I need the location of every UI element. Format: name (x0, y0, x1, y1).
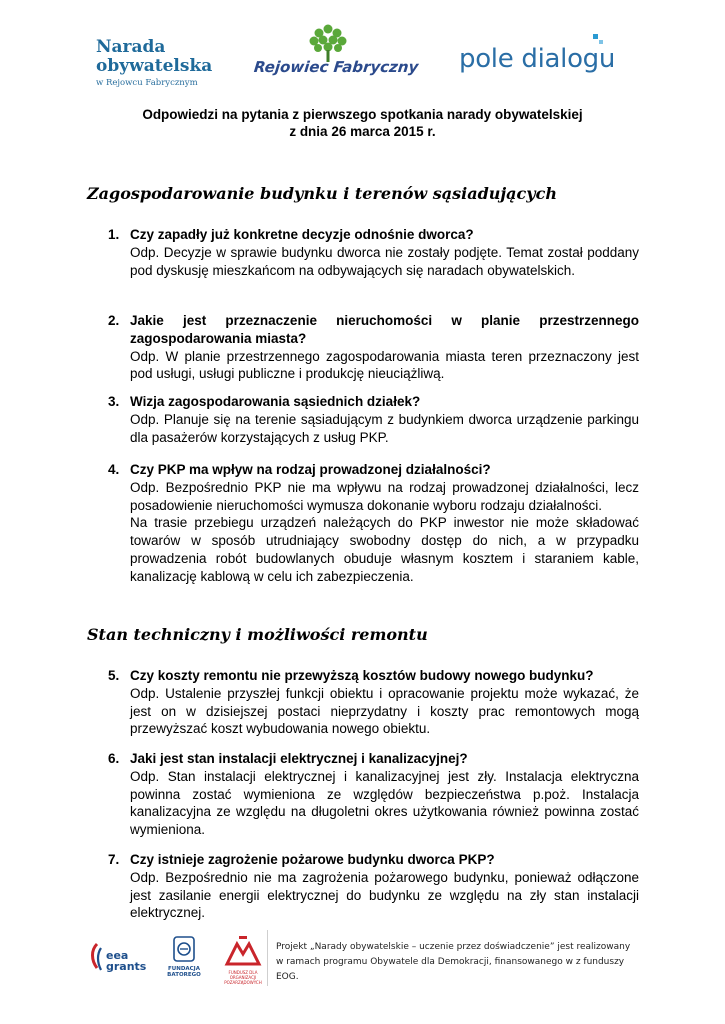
question-text: Czy istnieje zagrożenie pożarowe budynku dworca PKP? (130, 852, 495, 867)
fundacja-text: FUNDACJA BATOREGO (167, 966, 201, 978)
question-item (108, 226, 639, 279)
question-item (108, 312, 639, 383)
question-text: Wizja zagospodarowania sąsiednich działek? (130, 394, 421, 409)
answer-text: Odp. Bezpośrednio nie ma zagrożenia pożarowego budynku, ponieważ odłączone jest zasilanie energii elektrycznej do budynku ze względu na zły stan instalacji elektrycznej. (130, 869, 639, 921)
fundusz-ngo-logo (220, 936, 266, 985)
red-emblem-icon (223, 936, 263, 968)
answer-text: Na trasie przebiegu urządzeń należących do PKP inwestor nie może składować towarów w sposób utrudniający swobodny dostęp do nich, a w przypadku prowadzenia robót budowlanych obuduje własnym kosztem i staraniem kable, kanalizację kablową w celu ich zabezpieczenia. (130, 515, 639, 584)
section-heading: Zagospodarowanie budynku i terenów sąsiadujących (87, 184, 557, 203)
pole-logo-text: pole dialogu (459, 44, 616, 74)
rejowiec-fabryczny-logo (253, 24, 420, 84)
question-text: Jakie jest przeznaczenie nieruchomości w planie przestrzennego zagospodarowania miasta? (130, 313, 639, 346)
footer-logos (88, 932, 268, 985)
answer-text: Odp. Stan instalacji elektrycznej i kanalizacyjnej jest zły. Instalacja elektryczna powinna zostać wymieniona ze względów bezpieczeństwa p.poż. Instalacja kanalizacyjna ze względu na długoletni okres użytkowania również powinna zostać wymieniona. (130, 768, 639, 838)
document-title (0, 106, 725, 140)
answer-text: Odp. Bezpośrednio PKP nie ma wpływu na rodzaj prowadzonej działalności, lecz posadowienie nieruchomości wymusza dokonanie wyboru rodzaju działalności. (130, 479, 639, 513)
question-item (108, 750, 639, 839)
narada-logo-line3: w Rejowcu Fabrycznym (96, 78, 198, 88)
title-line2: z dnia 26 marca 2015 r. (289, 124, 436, 139)
question-number: 5. (108, 668, 120, 683)
title-line1: Odpowiedzi na pytania z pierwszego spotkania narady obywatelskiej (142, 107, 583, 122)
eea-grants-text: eea grants (106, 949, 147, 973)
rejowiec-logo-text: Rejowiec Fabryczny (253, 58, 420, 76)
pole-dialogu-logo (459, 44, 615, 74)
question-number: 1. (108, 227, 120, 242)
question-number: 3. (108, 394, 120, 409)
question-number: 2. (108, 313, 120, 328)
section-heading: Stan techniczny i możliwości remontu (87, 625, 428, 644)
narada-logo-line1: Narada (96, 37, 166, 57)
fundacja-batorego-logo (164, 936, 204, 982)
answer-text: Odp. Ustalenie przyszłej funkcji obiektu i opracowanie projektu może wykazać, że jest on w dzisiejszej postaci nieprzydatny i koszty prac remontowych mogą przewyższać koszt wybudowania nowego obiektu. (130, 685, 639, 737)
question-item (108, 667, 639, 738)
footer-note: Projekt „Narady obywatelskie – uczenie przez doświadczenie” jest realizowany w ramach programu Obywatele dla Demokracji, finansowanego w z funduszy EOG. (276, 942, 631, 982)
question-text: Jaki jest stan instalacji elektrycznej i kanalizacyjnej? (130, 751, 468, 766)
logo-square-icon (593, 34, 598, 39)
fundacja-emblem-icon (173, 936, 195, 962)
question-item (108, 851, 639, 922)
question-text: Czy zapadły już konkretne decyzje odnośnie dworca? (130, 227, 474, 242)
narada-obywatelska-logo (96, 38, 212, 88)
fundusz-text: FUNDUSZ DLA ORGANIZACJI POZARZĄDOWYCH (224, 970, 262, 985)
question-item (108, 393, 639, 446)
footer-divider (267, 930, 268, 986)
logo-square-icon (599, 40, 603, 44)
eea-grants-logo (88, 932, 147, 982)
question-number: 4. (108, 462, 120, 477)
answer-text: Odp. Decyzje w sprawie budynku dworca nie zostały podjęte. Temat został poddany pod dyskusję mieszkańcom na odbywających się naradach obywatelskich. (130, 244, 639, 278)
narada-logo-line2: obywatelska (96, 56, 213, 76)
question-number: 6. (108, 751, 120, 766)
answer-text: Odp. Planuje się na terenie sąsiadującym z budynkiem dworca urządzenie parkingu dla pasażerów korzystających z usług PKP. (130, 411, 639, 445)
question-item (108, 461, 639, 586)
answer-text: Odp. W planie przestrzennego zagospodarowania miasta teren przeznaczony jest pod usługi, usługi publiczne i produkcję nieuciążliwą. (130, 348, 639, 382)
question-text: Czy koszty remontu nie przewyższą kosztów budowy nowego budynku? (130, 668, 594, 683)
question-text: Czy PKP ma wpływ na rodzaj prowadzonej działalności? (130, 462, 491, 477)
question-number: 7. (108, 852, 120, 867)
eea-flags-icon (88, 942, 106, 978)
